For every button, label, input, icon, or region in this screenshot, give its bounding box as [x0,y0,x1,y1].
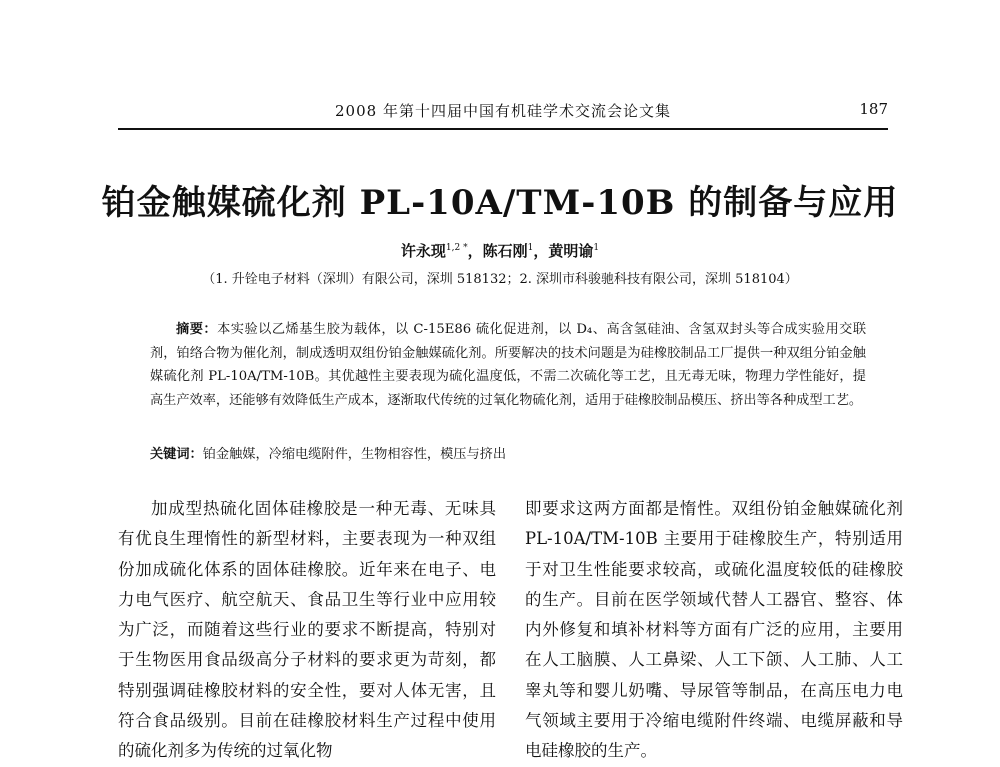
author-name: 黄明谕 [548,242,594,260]
keywords-text: 铂金触媒，冷缩电缆附件，生物相容性，模压与挤出 [202,447,507,462]
author-affiliation-mark: 1 [593,243,600,253]
body-column-left [118,494,496,767]
header-rule [118,128,888,130]
author-separator: ， [533,242,549,260]
body-paragraph: 加成型热硫化固体硅橡胶是一种无毒、无味具有优良生理惰性的新型材料，主要表现为一种双组份加成硫化体系的固体硅橡胶。近年来在电子、电力电气医疗、航空航天、食品卫生等行业中应用较为广泛，而随着这些行业的要求不断提高，特别对于生物医用食品级高分子材料的要求更为苛刻，都特别强调硅橡胶材料的安全性，要对人体无害，且符合食品级别。目前在硅橡胶材料生产过程中使用的硫化剂多为传统的过氧化物 [118,499,496,761]
paper-title: 铂金触媒硫化剂 PL-10A/TM-10B 的制备与应用 [101,183,899,223]
journal-title: 2008 年第十四届中国有机硅学术交流会论文集 [335,102,671,120]
body-column-right [525,494,903,767]
author-affiliation-mark: 1 [527,243,534,253]
affiliations: （1. 升铨电子材料（深圳）有限公司，深圳 518132；2. 深圳市科骏驰科技有限公司，深圳 518104） [202,272,798,287]
abstract-text: 本实验以乙烯基生胶为载体，以 C-15E86 硫化促进剂，以 D₄、高含氢硅油、含氢双封头等合成实验用交联剂，铂络合物为催化剂，制成透明双组份铂金触媒硫化剂。所要解决的技术问题是为硅橡胶制品工厂提供一种双组分铂金触媒硫化剂 PL-10A/TM-10B。其优越性主要表现为硫化温度低，不需二次硫化等工艺，且无毒无味，物理力学性能好，提高生产效率，还能够有效降低生产成本，逐渐取代传统的过氧化物硫化剂，适用于硅橡胶制品模压、挤出等各种成型工艺。 [150,322,867,408]
keywords-label: 关键词： [150,447,203,462]
abstract-label: 摘要： [176,322,218,337]
author-separator: ， [467,242,483,260]
running-header [118,100,888,130]
keywords [150,443,866,467]
author-name: 陈石刚 [482,242,528,260]
author-name: 许永现 [400,242,446,260]
author-list [0,240,1000,261]
author-affiliation-mark: 1,2 * [445,243,468,253]
page-number: 187 [859,100,888,118]
abstract [150,318,866,412]
body-paragraph: 即要求这两方面都是惰性。双组份铂金触媒硫化剂 PL-10A/TM-10B 主要用于硅橡胶生产，特别适用于对卫生性能要求较高，或硫化温度较低的硅橡胶的生产。目前在医学领域代替人工器官、整容、体内外修复和填补材料等方面有广泛的应用，主要用在人工脑膜、人工鼻梁、人工下颌、人工肺、人工睾丸等和婴儿奶嘴、导尿管等制品，在高压电力电气领域主要用于冷缩电缆附件终端、电缆屏蔽和导电硅橡胶的生产。 [525,499,903,761]
